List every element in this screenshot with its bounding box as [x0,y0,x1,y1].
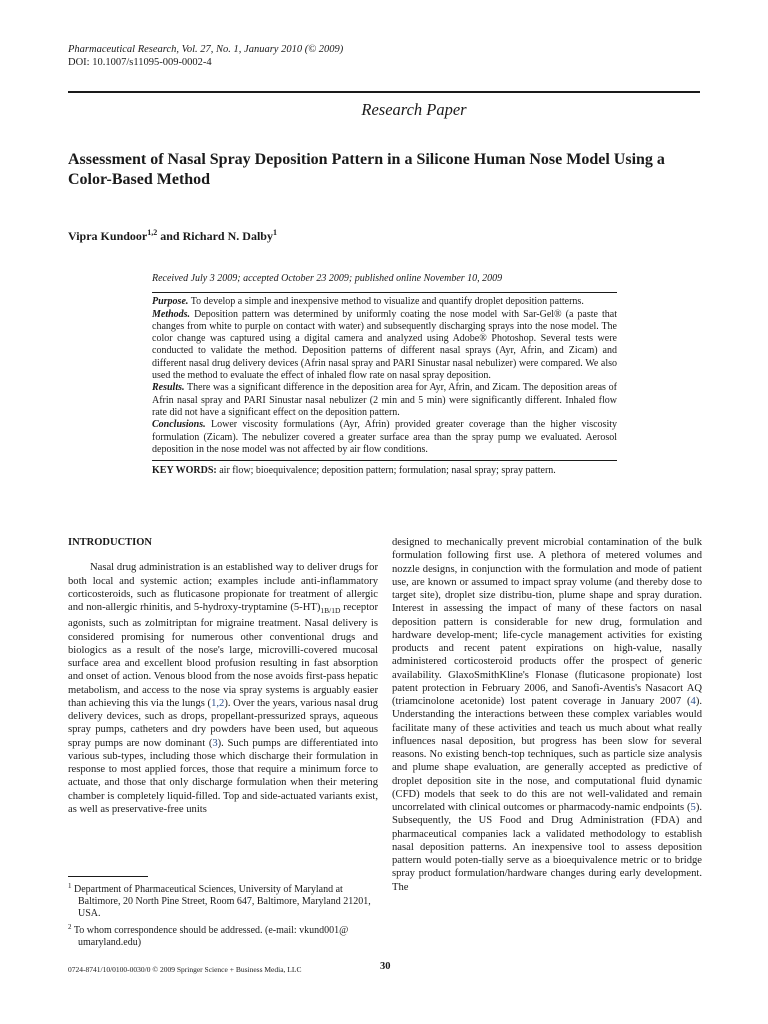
abstract-conclusions [152,419,617,456]
abstract-purpose [152,296,617,308]
keywords-label: KEY WORDS: [152,465,217,477]
body-text: ). Over the years, various nasal drug delivery devices, such as drops, propellant-pressurized sprays, aqueous spray pumps, catheters and dry powders have been used, but aqueous spray pumps are now dominant ( [68,697,378,749]
body-text: Nasal drug administration is an established way to deliver drugs for both local and systemic action; examples include anti-inflammatory corticosteroids, such as fluticasone propionate for treatment of allergic and non-allergic rhinitis, and 5-hydroxy-tryptamine (5-HT) [68,562,378,613]
methods-text: Deposition pattern was determined by uniformly coating the nose model with Sar-Gel® (a paste that changes from white to purple on contact with water) and subsequently discharging sprays into the nose model. The color change was captured using a digital camera and analyzed using Adobe® Photoshop. Several tests were conducted to validate the method. Deposition patterns of different nasal sprays (Ayr, Afrin, and Zicam) and different nasal drug delivery devices (Afrin nasal spray and PARI Sinustar nasal nebulizer) were compared. We also used the method to evaluate the effect of inhaled flow rate on nasal spray deposition. [152,308,617,382]
keywords [152,465,617,477]
citation-link[interactable]: 5 [690,802,696,813]
body-text: ). Understanding the interactions between these complex variables would facilitate many of these activities and teach us much about what really influences nasal deposition, but progress has been slow for several reasons. No existing bench-top techniques, such as particle size analysis and plume shape evaluation, are generally accepted as predictive of droplet deposition site in the nose, and computational fluid dynamic (CFD) models that seek to do this are not well-validated and remain uncorrelated with clinical outcomes or pharmacody-namic endpoints ( [392,696,702,813]
abstract-rule-bottom [152,460,617,461]
purpose-text: To develop a simple and inexpensive method to visualize and quantify droplet deposition patterns. [188,296,584,308]
body-text: designed to mechanically prevent microbial contamination of the bulk formulation following first use. A plethora of metered volumes and nozzle designs, in conjunction with the formulation and mode of patient use, are known or assumed to impact spray volume (and thereby dose to target site), droplet size distribu-tion, plume shape and spray duration. Interest in assessing the impact of many of these factors on nasal deposition pattern is considerable for new drug, formulation and hardware develop-ment; life-cycle management activities for existing products and recent patent expirations on high-value, nasally administered corticosteroid products offer the prospect of generic availability. GlaxoSmithKline's Flonase (fluticasone propionate) lost patent protection in February 2006, and Sanofi-Aventis's Nasacort AQ (triamcinolone acetonide) lost patent coverage in January 2007 ( [392,537,702,707]
author-affiliation-mark: 1 [272,228,277,237]
footnote-text: To whom correspondence should be addressed. (e-mail: vkund001@ umaryland.edu) [71,924,349,948]
footnotes [68,880,378,949]
citation-link[interactable]: 3 [212,737,218,749]
methods-label: Methods. [152,308,191,320]
body-paragraph [392,536,702,894]
footnote-mark: 1 [68,882,72,890]
body-column-left [68,536,378,816]
footnote-mark: 2 [68,922,72,931]
body-subscript: 1B/1D [320,606,341,616]
article-type-label: Research Paper [361,100,467,119]
results-text: There was a significant difference in the deposition area for Ayr, Afrin, and Zicam. The deposition areas of Afrin nasal spray and PARI Sinustar nasal nebulizer (2 min and 5 min) were significantly different. Inhaled flow rate did not have a significant effect on the deposition pattern. [152,382,617,418]
citation-link[interactable]: 1,2 [211,697,225,709]
footnote-rule [68,876,148,877]
paper-title: Assessment of Nasal Spray Deposition Pattern in a Silicone Human Nose Model Using a Color-Based Method [68,151,665,188]
author-name: Richard N. Dalby [182,229,273,243]
header-rule [68,91,700,93]
author-affiliation-mark: 1,2 [147,228,158,237]
conclusions-text: Lower viscosity formulations (Ayr, Afrin) provided greater coverage than the higher viscosity formulation (Zicam). The nebulizer covered a greater surface area than the spray pump we evaluated. Aerosol deposition in the nose model was not affected by air flow conditions. [152,419,617,455]
citation-link[interactable]: 4 [690,696,696,707]
footnote-text: Department of Pharmaceutical Sciences, University of Maryland at Baltimore, 20 North Pine Street, Room 647, Baltimore, Maryland 21201, USA. [71,884,371,920]
footnote-correspondence [68,921,378,949]
purpose-label: Purpose. [152,296,189,308]
copyright-line: 0724-8741/10/0100-0030/0 © 2009 Springer Science + Business Media, LLC [68,965,302,974]
section-heading-introduction: INTRODUCTION [68,537,153,548]
abstract-rule-top [152,292,617,293]
abstract [152,273,617,477]
footnote-affiliation [68,880,378,921]
abstract-methods [152,309,617,383]
body-text: receptor agonists, such as zolmitriptan for migraine treatment. Nasal delivery is considered promising for numerous other conventional drugs and biologics as a result of the nose's large, microvilli-covered mucosal surface area and excellent blood profusion resulting in fast absorption and onset of action. Venous blood from the nose avoids first-pass hepatic metabolism, and access to the nose via spray systems is arguably easier than achieving this via the lungs ( [68,602,378,709]
author-name: Vipra Kundoor [68,229,148,243]
received-dates: Received July 3 2009; accepted October 23 2009; published online November 10, 2009 [152,273,503,284]
keywords-text: air flow; bioequivalence; deposition pattern; formulation; nasal spray; spray pattern. [216,465,556,477]
journal-citation: Pharmaceutical Research, Vol. 27, No. 1, January 2010 (© 2009) [68,44,344,55]
body-text: ). Subsequently, the US Food and Drug Administration (FDA) and pharmaceutical companies lack a validated methodology to establish nasal deposition patterns. An inexpensive tool to assess deposition pattern would poten-tially serve as a bioequivalence metric or to bridge spray product formulation/hardware changes during early development. The [392,802,702,893]
author-conjunction: and [157,229,183,243]
body-paragraph [68,561,378,816]
body-text: ). Such pumps are differentiated into various sub-types, including those which discharge their formulation in response to most applied forces, those that require a minimum force to actuate, and those that only discharge formulation when their metering chamber is completely liquid-filled. Top and side-actuated variants exist, as well as preservative-free units [68,737,378,815]
author-list [68,228,277,244]
page-number: 30 [380,961,391,972]
doi: DOI: 10.1007/s11095-009-0002-4 [68,57,212,68]
abstract-results [152,382,617,419]
conclusions-label: Conclusions. [152,419,206,431]
results-label: Results. [152,382,185,394]
body-column-right [392,536,702,894]
